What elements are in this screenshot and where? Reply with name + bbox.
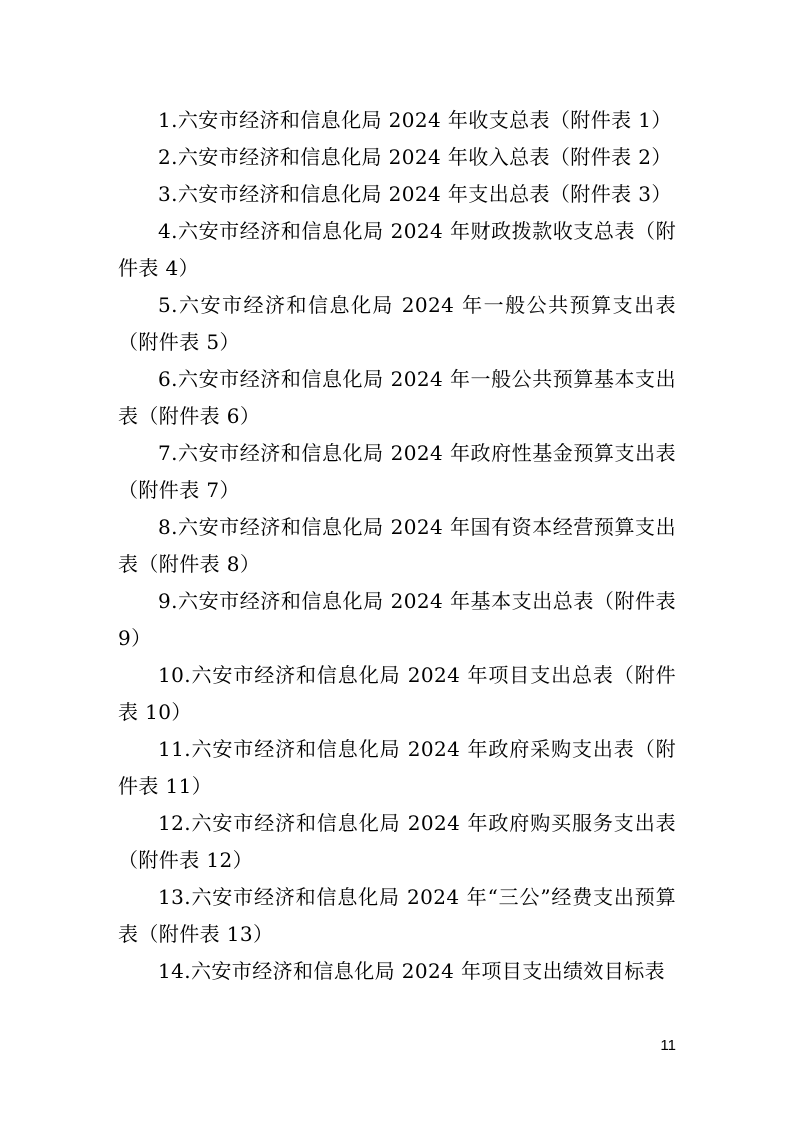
list-item: 6.六安市经济和信息化局 2024 年一般公共预算基本支出表（附件表 6）: [118, 367, 676, 428]
list-item: 7.六安市经济和信息化局 2024 年政府性基金预算支出表（附件表 7）: [118, 441, 676, 502]
list-item: 9.六安市经济和信息化局 2024 年基本支出总表（附件表 9）: [118, 589, 676, 650]
list-item: 13.六安市经济和信息化局 2024 年“三公”经费支出预算表（附件表 13）: [118, 885, 676, 946]
list-item: 3.六安市经济和信息化局 2024 年支出总表（附件表 3）: [158, 182, 672, 206]
list-item: 10.六安市经济和信息化局 2024 年项目支出总表（附件表 10）: [118, 663, 676, 724]
list-item: 8.六安市经济和信息化局 2024 年国有资本经营预算支出表（附件表 8）: [118, 515, 676, 576]
list-item: 5.六安市经济和信息化局 2024 年一般公共预算支出表（附件表 5）: [118, 293, 676, 354]
list-item: 4.六安市经济和信息化局 2024 年财政拨款收支总表（附件表 4）: [118, 219, 676, 280]
page-number: 11: [660, 1037, 676, 1054]
list-item: 2.六安市经济和信息化局 2024 年收入总表（附件表 2）: [158, 145, 672, 169]
list-item: 1.六安市经济和信息化局 2024 年收支总表（附件表 1）: [158, 108, 672, 132]
list-item: 11.六安市经济和信息化局 2024 年政府采购支出表（附件表 11）: [118, 737, 676, 798]
list-item: 12.六安市经济和信息化局 2024 年政府购买服务支出表（附件表 12）: [118, 811, 676, 872]
list-item: 14.六安市经济和信息化局 2024 年项目支出绩效目标表: [158, 959, 666, 983]
attachment-list: [118, 102, 676, 990]
